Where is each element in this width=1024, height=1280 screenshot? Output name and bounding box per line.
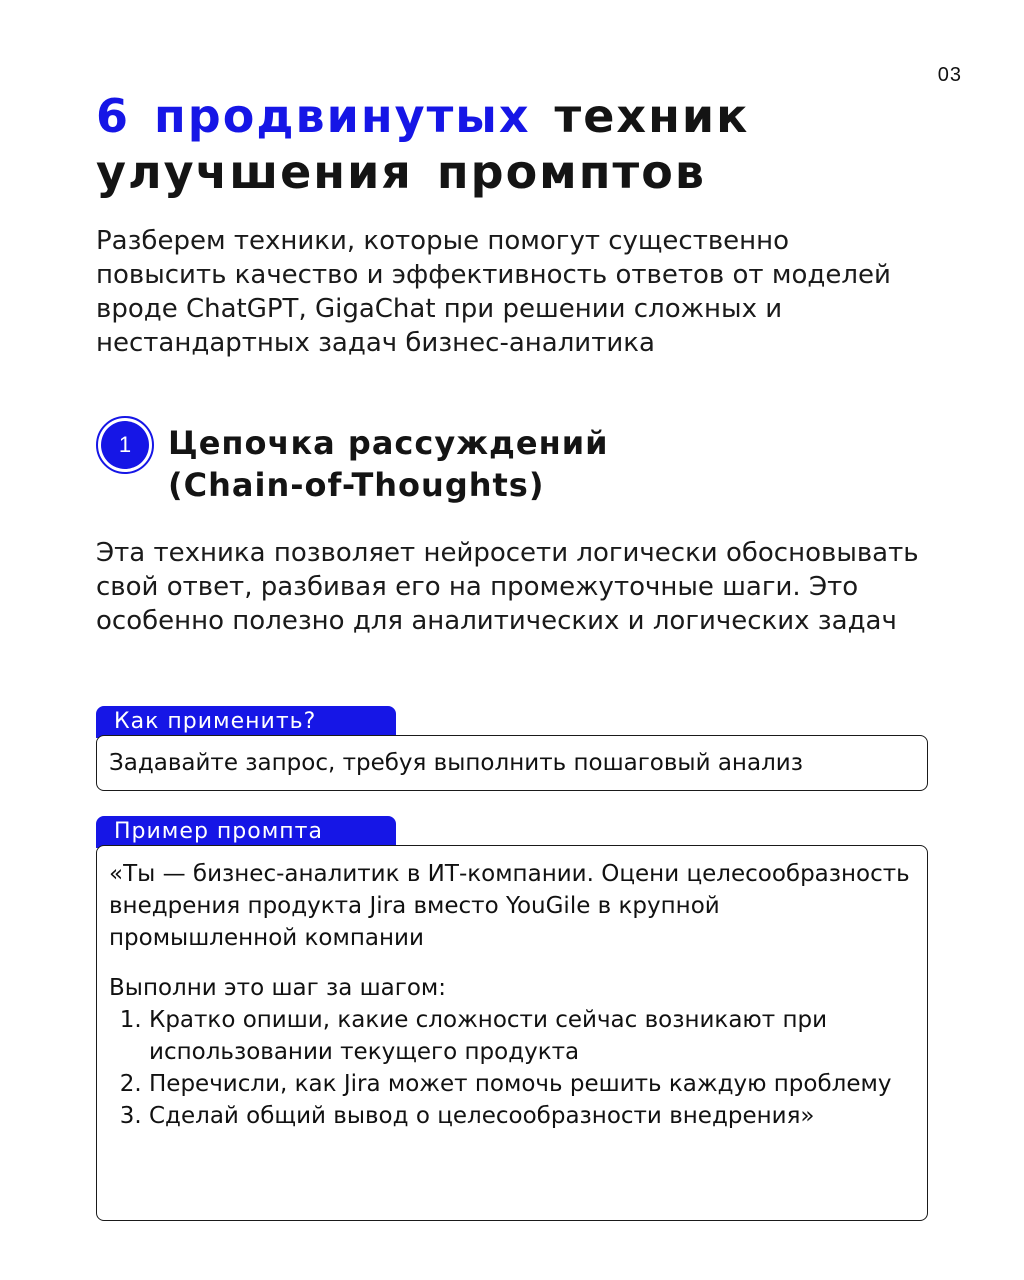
- section-title-line1: Цепочка рассуждений: [168, 424, 609, 462]
- section-number-badge: [96, 416, 154, 474]
- page-title: [96, 88, 956, 200]
- prompt-steps-intro: Выполни это шаг за шагом:: [109, 975, 447, 1001]
- how-to-apply-box: [96, 735, 928, 791]
- prompt-example-box: [96, 845, 928, 1221]
- title-line2: улучшения промптов: [96, 145, 706, 199]
- section-title: [168, 422, 948, 506]
- badge-number: 1: [101, 421, 149, 469]
- title-rest: техник: [554, 89, 750, 143]
- page-number: 03: [937, 64, 962, 86]
- how-to-apply-label: Как применить?: [96, 706, 396, 738]
- prompt-step: 2. Перечисли, как Jira может помочь решить каждую проблему: [149, 1068, 915, 1100]
- prompt-example-intro: «Ты — бизнес-аналитик в ИТ-компании. Оцени целесообразность внедрения продукта Jira вместо YouGile в крупной промышленной компании: [109, 861, 910, 951]
- prompt-step: 3. Сделай общий вывод о целесообразности внедрения»: [149, 1100, 915, 1132]
- section-title-line2: (Chain-of-Thoughts): [168, 466, 545, 504]
- title-accent: 6 продвинутых: [96, 89, 531, 143]
- prompt-example-label: Пример промпта: [96, 816, 396, 848]
- intro-paragraph: Разберем техники, которые помогут существенно повысить качество и эффективность ответов от моделей вроде ChatGPT, GigaChat при решении сложных и нестандартных задач бизнес-аналитика: [96, 226, 891, 358]
- prompt-step: 1. Кратко опиши, какие сложности сейчас возникают при использовании текущего продукта: [149, 1004, 915, 1068]
- prompt-steps-list: [109, 1004, 915, 1132]
- section-description: Эта техника позволяет нейросети логически обосновывать свой ответ, разбивая его на промежуточные шаги. Это особенно полезно для аналитических и логических задач: [96, 538, 919, 636]
- how-to-apply-text: Задавайте запрос, требуя выполнить пошаговый анализ: [109, 750, 803, 776]
